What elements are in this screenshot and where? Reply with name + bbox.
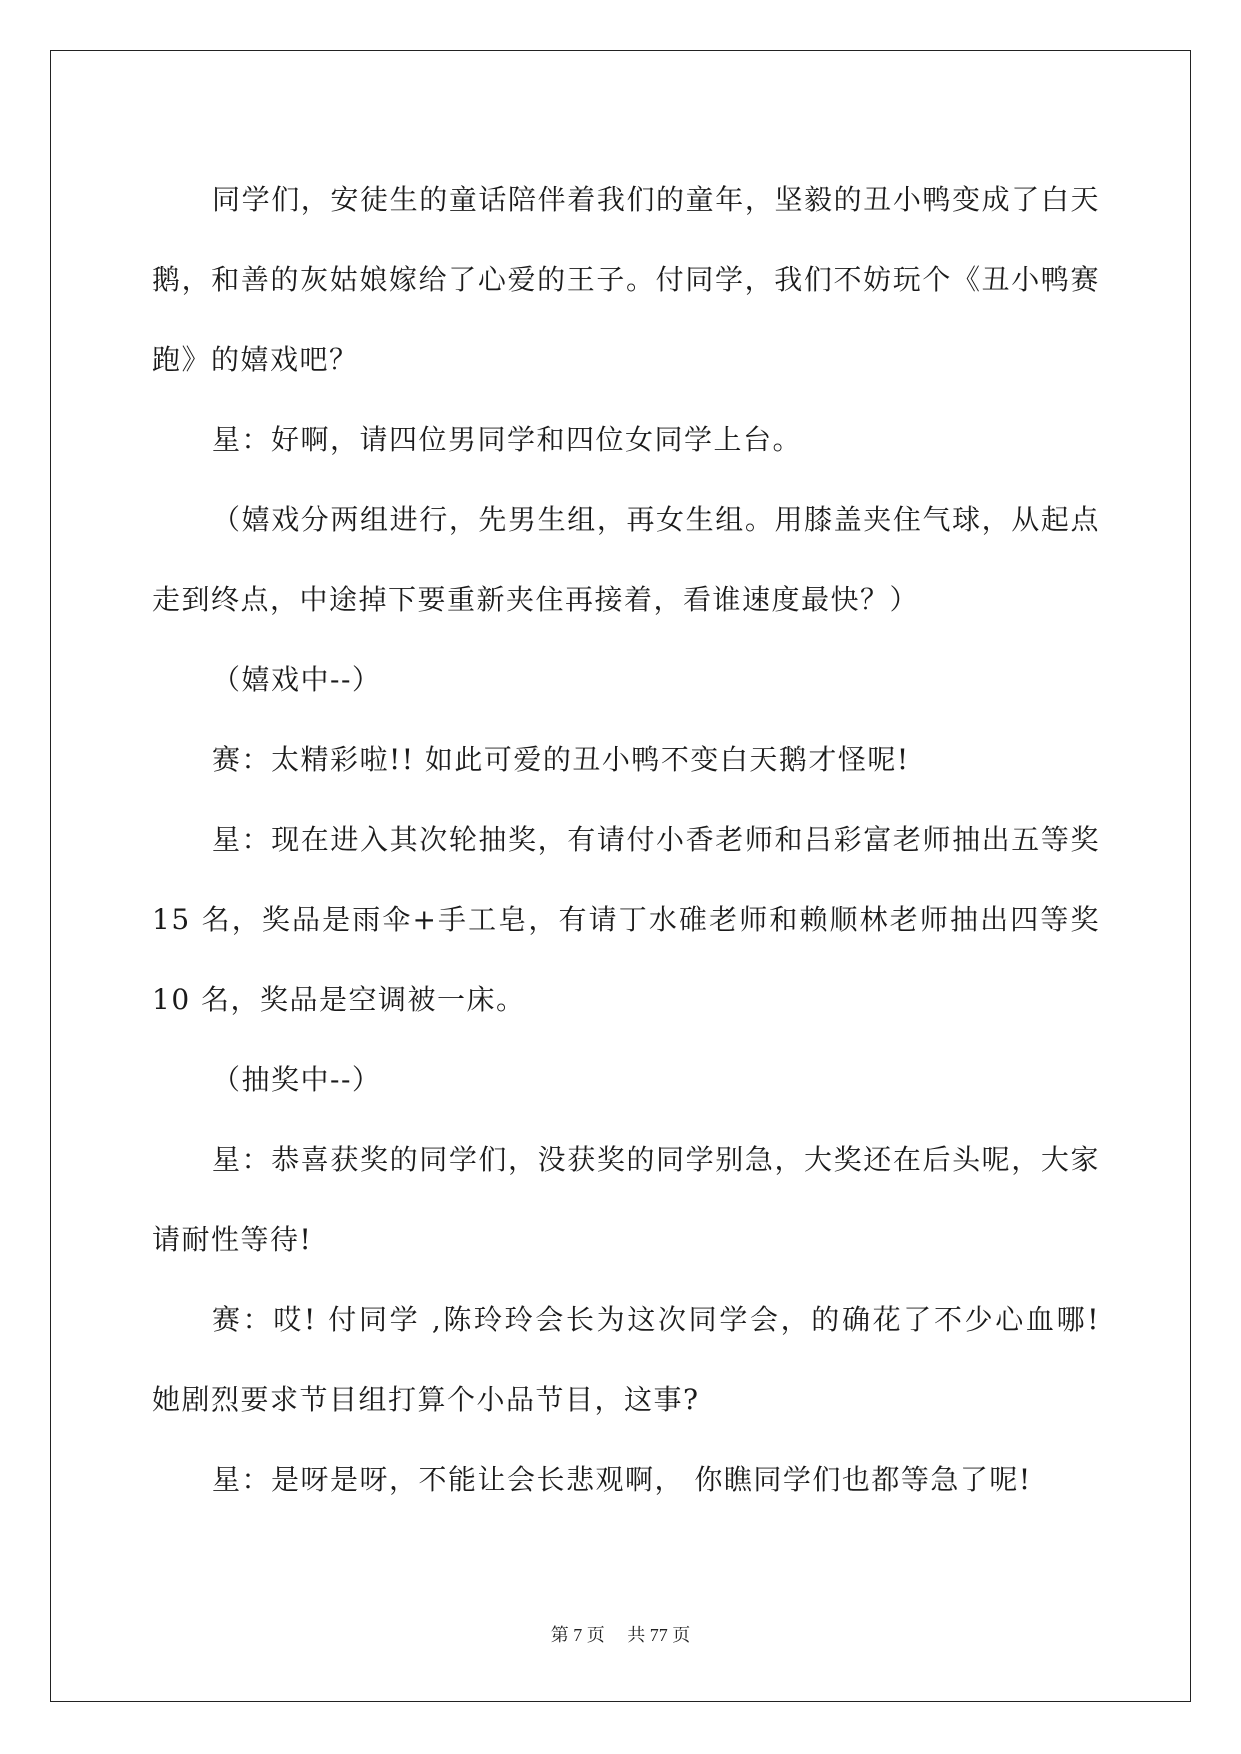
page-footer bbox=[0, 1621, 1241, 1647]
paragraph: （抽奖中--） bbox=[212, 1063, 382, 1096]
page-number: 第 7 页 bbox=[550, 1625, 605, 1645]
paragraph: 赛：太精彩啦!! 如此可爱的丑小鸭不变白天鹅才怪呢! bbox=[212, 743, 910, 776]
paragraph: 星：恭喜获奖的同学们，没获奖的同学别急，大奖还在后头呢，大家请耐性等待! bbox=[152, 1143, 1100, 1256]
paragraph: （嬉戏中--） bbox=[212, 663, 382, 696]
page-total: 共 77 页 bbox=[627, 1625, 691, 1645]
paragraph: 星：是呀是呀，不能让会长悲观啊， 你瞧同学们也都等急了呢! bbox=[212, 1463, 1032, 1496]
paragraph: 星：现在进入其次轮抽奖，有请付小香老师和吕彩富老师抽出五等奖 15 名，奖品是雨伞+手工皂，有请丁水碓老师和赖顺林老师抽出四等奖 10 名，奖品是空调被一床。 bbox=[152, 823, 1111, 1016]
paragraph: （嬉戏分两组进行，先男生组，再女生组。用膝盖夹住气球，从起点走到终点，中途掉下要重新夹住再接着，看谁速度最快？） bbox=[152, 503, 1100, 616]
paragraph: 星：好啊，请四位男同学和四位女同学上台。 bbox=[212, 423, 803, 456]
paragraph: 赛：哎! 付同学 ,陈玲玲会长为这次同学会，的确花了不少心血哪! 她剧烈要求节目组打算个小品节目，这事? bbox=[152, 1303, 1111, 1416]
paragraph: 同学们，安徒生的童话陪伴着我们的童年，坚毅的丑小鸭变成了白天鹅，和善的灰姑娘嫁给了心爱的王子。付同学，我们不妨玩个《丑小鸭赛跑》的嬉戏吧？ bbox=[152, 183, 1100, 376]
document-body bbox=[152, 160, 1111, 1520]
